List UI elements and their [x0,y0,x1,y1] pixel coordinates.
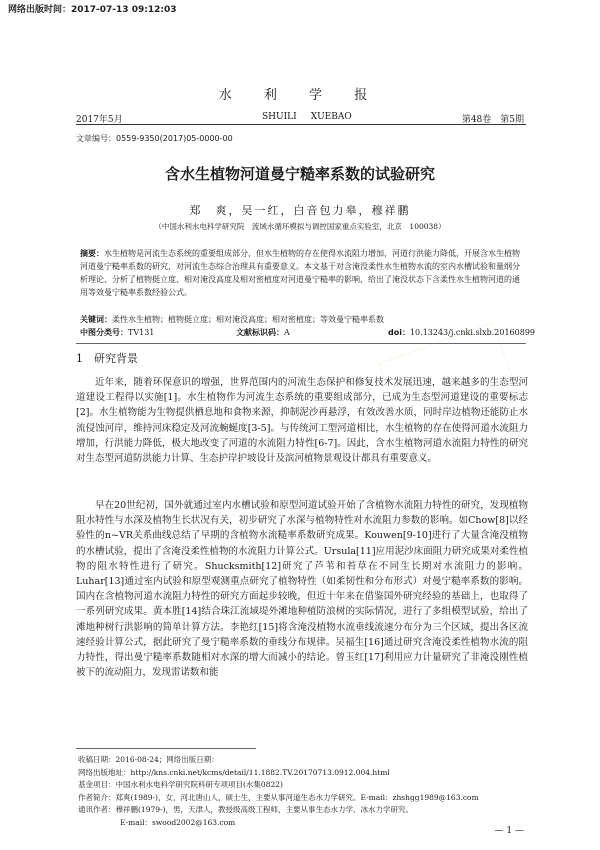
net-publication-time: 网络出版时间：2017-07-13 09:12:03 [8,5,177,15]
journal-name: 水 利 学 报 [218,88,382,103]
header-rule [76,124,526,125]
footnote-url[interactable]: 网络出版地址：http://kns.cnki.net/kcms/detail/11.1882.TV.20170713.0912.004.html [78,767,390,777]
clc-value: TV131 [128,328,155,337]
article-number: 文章编号：0559-9350(2017)05-0000-00 [76,134,233,143]
doi-label: doi： [388,328,410,337]
footnote-received: 收稿日期：2016-08-24；网络出版日期： [78,755,219,764]
body-paragraph: 早在20世纪初，国外就通过室内水槽试验和原型河道试验开始了含植物水流阻力特性的研究，发现植物阻水特性与水深及植物生长状况有关，初步研究了水深与植物特性对水流阻力参数的影响。如Chow[8]以经验性的n~VR关系曲线总结了早期的含植物水流糙率系数研究成果。Kouwen[9-10]进行了大量含淹没植物的水槽试验，提出了含淹没柔性植物的水流阻力计算公式。Ursula[11]应用泥沙床面阻力研究成果对柔性植物的阻水特性进行了研究。Shucksmith[12]研究了芦苇和苔草在不同生长期对水流阻力的影响。Luhar[13]通过室内试验和原型观测重点研究了植物特性（如柔韧性和分布形式）对曼宁糙率系数的影响。国内在含植物河道水流阻力特性的研究方面起步较晚，但近十年来在借鉴国外研究经验的基础上，也取得了一系列研究成果。黄本胜[14]结合珠江流域堤外滩地种植防浪树的实际情况，进行了多组模型试验，给出了滩地种树行洪影响的简单计算方法。李艳红[15]将含淹没植物水流垂线流速分布分为三个区域，提出各区流速经验计算公式，据此研究了曼宁糙率系数的垂线分布规律。吴福生[16]通过研究含淹没柔性植物水流的阻力特性，得出曼宁糙率系数随相对水深的增大而减小的结论。曾玉红[17]利用应力计量研究了非淹没刚性植被下的流动阻力，发现雷诺数和能 [76,500,528,679]
document-code [236,327,290,338]
abstract-label: 摘要： [80,248,104,258]
clc-label: 中图分类号： [80,328,128,337]
footnote-rule [76,748,256,749]
issue-date: 2017年5月 [76,115,123,125]
abstract [80,247,520,299]
footnote-email: E-mail：swood2002@163.com [120,817,236,827]
journal-en-right: XUEBAO [310,112,352,122]
doc-code-label: 文献标识码： [236,328,284,337]
section-heading: 1 研究背景 [76,352,138,365]
volume-issue: 第48卷 第5期 [461,115,524,125]
keywords [80,314,520,325]
footnote-funding: 基金项目：中国水利水电科学研究院科研专项项目(水集0822) [78,780,283,790]
footnote-author: 作者简介：郑爽(1989-)，女，河北唐山人，硕士生，主要从事河道生态水力学研究。E-mail：zhshgg1989@163.com [78,792,479,802]
doc-code-value: A [284,328,290,337]
footnote-corresponding: 通讯作者：穆祥鹏(1979-)，男，天津人，教授级高级工程师，主要从事生态水力学、冰水力学研究。 [78,805,413,815]
authors: 郑 爽，吴一红，白音包力皋，穆祥鹏 [189,204,411,217]
affiliation: （中国水利水电科学研究院 流域水循环模拟与调控国家重点实验室，北京 100038） [154,222,446,231]
abstract-text: 水生植物是河流生态系统的重要组成部分，但水生植物的存在使得水流阻力增加，河道行洪能力降低，开展含水生植物河道曼宁糙率系数的研究，对河流生态综合治理具有重要意义。本文基于对含淹没柔性水生植物水流的室内水槽试验和量纲分析理论、分析了植物挺立度、相对淹没高度及相对密植度对河道曼宁糙率的影响，给出了淹没状态下含柔性水生植物河道的通用等效曼宁糙率系数经验公式。 [80,249,520,297]
clc-number [80,327,154,338]
page-number: — 1 — [494,826,524,836]
footnotes [78,754,538,830]
body-paragraph: 近年来，随着环保意识的增强，世界范围内的河流生态保护和修复技术发展迅速，越来越多的生态型河道建设工程得以实施[1]。水生植物作为河流生态系统的重要组成部分，已成为生态型河道建设的重要标志[2]。水生植物能为生物提供栖息地和食物来源，抑制泥沙再悬浮，有效改善水质，同时岸边植物还能防止水流侵蚀河岸，维持河床稳定及河流蜿蜒度[3-5]。与传统河工型河道相比，水生植物的存在使得河道水流阻力增加，行洪能力降低，极大地改变了河道的水流阻力特性[6-7]。因此，含水生植物河道水流阻力特性的研究对生态型河道防洪能力计算、生态护岸护坡设计及滨河植物景观设计都具有重要意义。 [76,377,528,465]
paper-title: 含水生植物河道曼宁糙率系数的试验研究 [164,165,435,183]
keywords-label: 关键词： [80,314,112,324]
keywords-text: 柔性水生植物；植物挺立度；相对淹没高度；相对密植度；等效曼宁糙率系数 [112,315,384,324]
journal-english-name [262,112,366,122]
journal-en-left: SHUILI [262,112,297,122]
doi-value: 10.13243/j.cnki.slxb.20160899 [409,328,535,337]
